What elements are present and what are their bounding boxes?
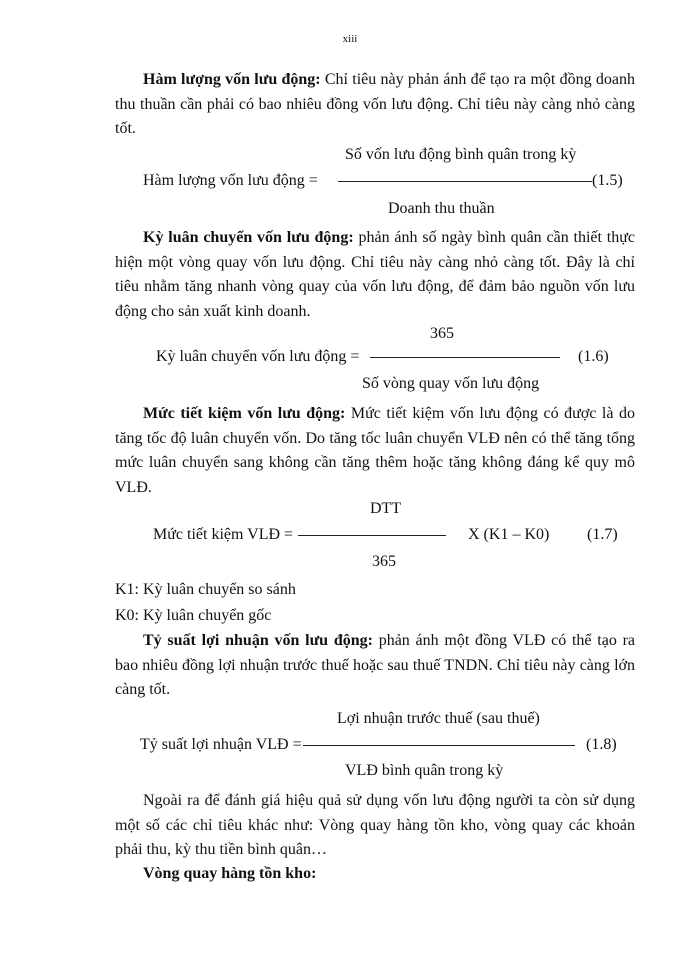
heading-vong-quay-hang-ton-kho [115, 862, 635, 887]
formula-numerator: Lợi nhuận trước thuế (sau thuế) [337, 710, 540, 727]
formula-denominator: Doanh thu thuần [388, 200, 495, 217]
formula-number: (1.8) [586, 736, 617, 753]
paragraph-ngoai-ra: Ngoài ra để đánh giá hiệu quả sử dụng vốn lưu động người ta còn sử dụng một số các chỉ tiêu khác như: Vòng quay hàng tồn kho, vòng quay các khoản phải thu, kỳ thu tiền bình quân… [115, 792, 635, 858]
paragraph-ham-luong [115, 68, 635, 142]
definition-k1: K1: Kỳ luân chuyển so sánh [115, 581, 296, 598]
formula-number: (1.5) [592, 172, 623, 189]
formula-denominator: Số vòng quay vốn lưu động [362, 375, 540, 392]
paragraph-text: Mức tiết kiệm vốn lưu động có được là do tăng tốc độ luân chuyển vốn. Do tăng tốc luân chuyển VLĐ nên có thể tăng tổng mức luân chuyển sang không cần tăng thêm hoặc tăng không đáng kể quy mô VLĐ. [115, 405, 635, 496]
term-heading: Kỳ luân chuyển vốn lưu động: [143, 229, 354, 246]
page-number: xiii [342, 33, 358, 45]
paragraph-muc-tiet-kiem [115, 402, 635, 500]
formula-numerator: DTT [370, 500, 402, 517]
fraction-bar [370, 357, 560, 358]
formula-denominator: 365 [372, 553, 396, 570]
paragraph-ty-suat [115, 629, 635, 703]
fraction-bar [338, 181, 592, 182]
formula-number: (1.7) [587, 526, 618, 543]
paragraph-text: Chỉ tiêu này phản ánh để tạo ra một đồng doanh thu thuần cần phải có bao nhiêu đồng vốn lưu động. Chỉ tiêu này càng nhỏ càng tốt. [115, 71, 636, 137]
formula-label: Mức tiết kiệm VLĐ = [153, 526, 294, 543]
paragraph-ky-luan-chuyen [115, 226, 635, 324]
term-heading: Mức tiết kiệm vốn lưu động: [143, 405, 346, 422]
formula-label: Tỷ suất lợi nhuận VLĐ = [140, 736, 302, 753]
term-heading: Tỷ suất lợi nhuận vốn lưu động: [143, 632, 373, 649]
term-heading: Hàm lượng vốn lưu động: [143, 71, 321, 88]
definition-k0: K0: Kỳ luân chuyển gốc [115, 607, 272, 624]
formula-denominator: VLĐ bình quân trong kỳ [345, 762, 504, 779]
paragraph-text: phản ánh số ngày bình quân cần thiết thực hiện một vòng quay vốn lưu động. Chỉ tiêu này càng nhỏ càng tốt. Đây là chỉ tiêu nhằm tăng nhanh vòng quay của vốn lưu động, để đảm bảo nguồn vốn lưu động cho sản xuất kinh doanh. [115, 229, 636, 320]
formula-label: Kỳ luân chuyển vốn lưu động = [156, 348, 360, 365]
formula-multiplier: X (K1 – K0) [468, 526, 550, 543]
formula-label: Hàm lượng vốn lưu động = [143, 172, 318, 189]
paragraph-text: phản ánh một đồng VLĐ có thể tạo ra bao nhiêu đồng lợi nhuận trước thuế hoặc sau thuế TNDN. Chỉ tiêu này càng lớn càng tốt. [115, 632, 635, 698]
fraction-bar [298, 535, 446, 536]
formula-number: (1.6) [578, 348, 609, 365]
term-heading: Vòng quay hàng tồn kho: [143, 865, 317, 882]
formula-numerator: Số vốn lưu động bình quân trong kỳ [345, 146, 577, 163]
formula-numerator: 365 [430, 325, 454, 342]
fraction-bar [303, 745, 575, 746]
